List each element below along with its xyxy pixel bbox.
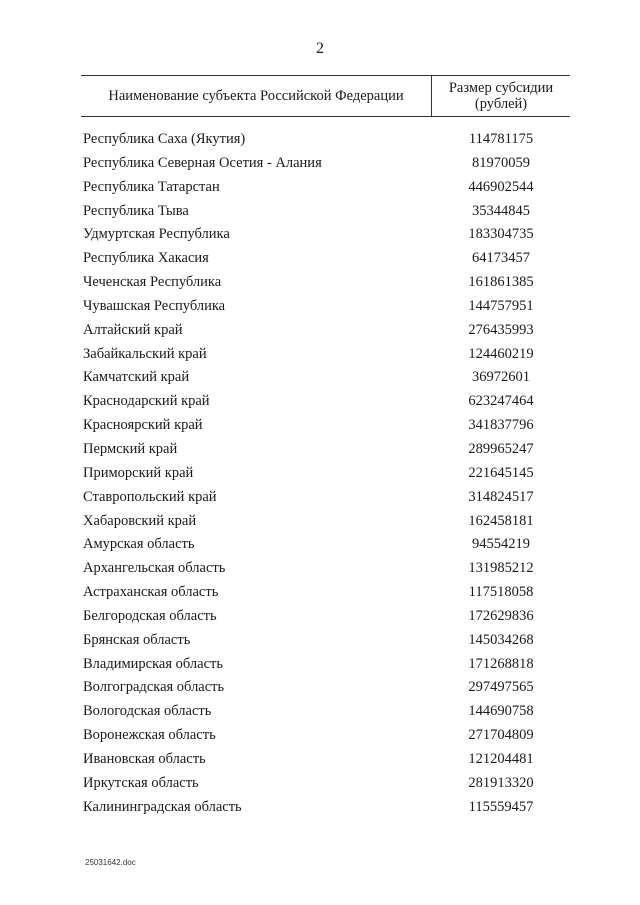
table-row [81,344,570,368]
subsidy-amount: 144690758 [468,703,534,720]
region-name: Чувашская Республика [83,297,226,314]
region-name: Чеченская Республика [83,274,222,291]
subsidy-amount: 81970059 [472,154,530,171]
subsidy-amount: 183304735 [468,226,534,243]
region-name: Республика Северная Осетия - Алания [83,154,322,171]
subsidy-amount: 145034268 [468,631,534,648]
region-name: Амурская область [83,536,195,553]
subsidy-amount: 276435993 [468,321,534,338]
subsidy-amount: 172629836 [468,607,534,624]
subsidy-amount: 124460219 [468,345,534,362]
subsidy-amount: 341837796 [468,417,534,434]
subsidy-amount: 281913320 [468,774,534,791]
region-name: Хабаровский край [83,512,197,529]
subsidy-amount: 162458181 [468,512,534,529]
region-name: Республика Татарстан [83,178,220,195]
region-name: Забайкальский край [83,345,207,362]
subsidy-amount: 271704809 [468,727,534,744]
region-name: Калининградская область [83,798,242,815]
region-name: Ставропольский край [83,488,217,505]
table-row [81,558,570,582]
region-name: Красноярский край [83,417,203,434]
table-row [81,773,570,797]
table-row [81,153,570,177]
subsidy-amount: 117518058 [468,584,534,601]
table-row [81,439,570,463]
region-name: Ивановская область [83,750,206,767]
table-row [81,630,570,654]
column-header-amount-line1: Размер субсидии [448,80,554,96]
region-name: Белгородская область [83,607,217,624]
table-row [81,511,570,535]
subsidy-amount: 221645145 [468,464,534,481]
subsidy-amount: 115559457 [468,798,534,815]
table-row [81,677,570,701]
table-row [81,534,570,558]
table-row [81,201,570,225]
subsidy-amount: 446902544 [468,178,534,195]
table-row [81,654,570,678]
table-header [81,75,570,117]
region-name: Республика Саха (Якутия) [83,131,246,147]
table-row [81,487,570,511]
column-header-amount-line2: (рублей) [474,96,528,112]
region-name: Алтайский край [83,321,183,338]
table-row [81,463,570,487]
subsidy-amount: 121204481 [468,750,534,767]
region-name: Пермский край [83,440,178,457]
subsidy-amount: 161861385 [468,274,534,291]
region-name: Республика Тыва [83,202,189,219]
subsidy-amount: 114781175 [468,131,534,147]
region-name: Архангельская область [83,560,226,577]
table-row [81,797,570,821]
region-name: Вологодская область [83,703,212,720]
region-name: Республика Хакасия [83,250,209,267]
region-name: Воронежская область [83,727,216,744]
table-row [81,582,570,606]
region-name: Волгоградская область [83,679,225,696]
table-row [81,367,570,391]
table-row [81,320,570,344]
region-name: Приморский край [83,464,194,481]
subsidy-amount: 144757951 [468,297,534,314]
table-row [81,248,570,272]
page-number: 2 [316,40,324,57]
table-body [81,129,570,820]
subsidy-amount: 297497565 [468,679,534,696]
document-filename: 25031642.doc [85,858,136,867]
region-name: Удмуртская Республика [83,226,230,243]
subsidy-amount: 289965247 [468,440,534,457]
subsidy-amount: 131985212 [468,560,534,577]
column-header-amount [432,76,570,116]
subsidy-amount: 171268818 [468,655,534,672]
table-row [81,725,570,749]
column-header-name: Наименование субъекта Российской Федерации [108,87,404,104]
subsidy-amount: 64173457 [472,250,530,267]
region-name: Камчатский край [83,369,190,386]
region-name: Астраханская область [83,584,219,601]
subsidy-amount: 314824517 [468,488,534,505]
table-row [81,224,570,248]
region-name: Краснодарский край [83,393,210,410]
subsidy-amount: 35344845 [472,202,530,219]
table-row [81,296,570,320]
table-row [81,391,570,415]
table-row [81,272,570,296]
table-row [81,606,570,630]
subsidy-amount: 94554219 [472,536,530,553]
region-name: Иркутская область [83,774,199,791]
table-row [81,129,570,153]
table-row [81,701,570,725]
subsidy-amount: 36972601 [472,369,530,386]
table-row [81,749,570,773]
table-row [81,177,570,201]
region-name: Владимирская область [83,655,223,672]
region-name: Брянская область [83,631,191,648]
subsidy-amount: 623247464 [468,393,534,410]
table-row [81,415,570,439]
